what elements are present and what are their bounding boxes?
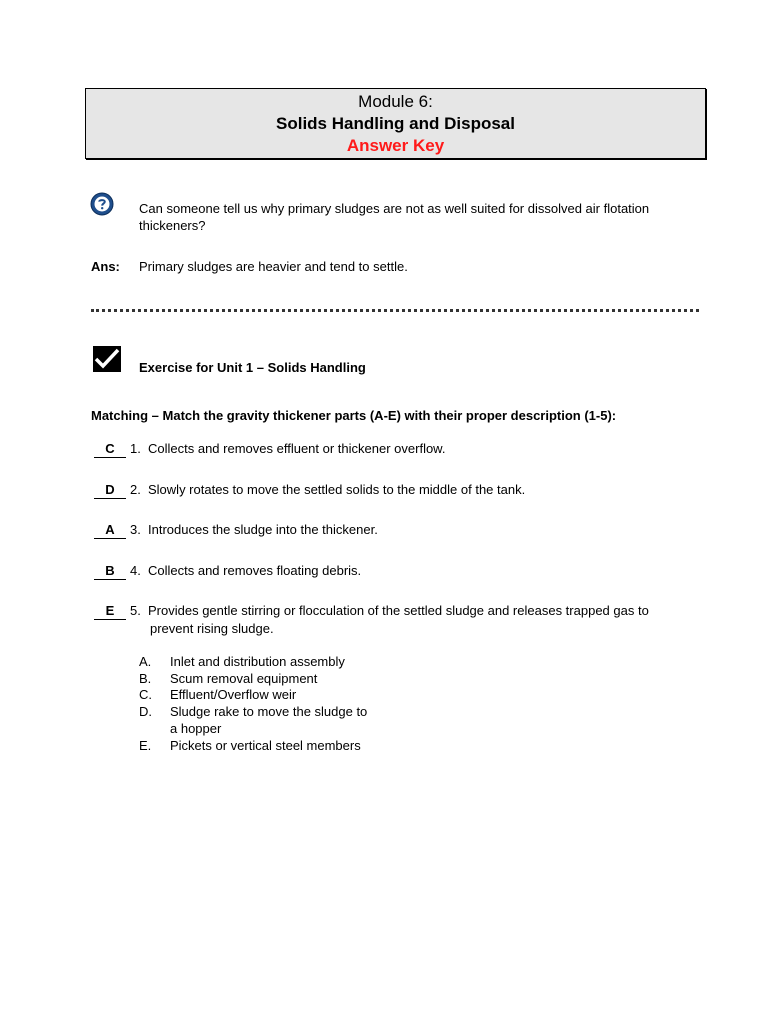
option-text: Pickets or vertical steel members: [170, 738, 361, 753]
module-header: [85, 88, 706, 159]
item-description: Slowly rotates to move the settled solids to the middle of the tank.: [148, 482, 526, 497]
option-text: Inlet and distribution assembly: [170, 654, 345, 669]
answer-text: Primary sludges are heavier and tend to settle.: [139, 259, 408, 274]
item-number: 2.: [130, 482, 141, 497]
item-description: Provides gentle stirring or flocculation of the settled sludge and releases trapped gas to: [148, 603, 649, 618]
answer-blank: B: [94, 563, 126, 580]
dotted-divider: [91, 309, 699, 312]
answer-blank: C: [94, 441, 126, 458]
option-letter: D.: [139, 704, 152, 719]
option-letter: B.: [139, 671, 152, 686]
option-text: Sludge rake to move the sludge to: [170, 704, 368, 719]
answer-blank: D: [94, 482, 126, 499]
option-letter: C.: [139, 687, 152, 702]
item-number: 4.: [130, 563, 141, 578]
answer-blank: A: [94, 522, 126, 539]
option-text: Scum removal equipment: [170, 671, 318, 686]
answer-blank: E: [94, 603, 126, 620]
item-description-cont: prevent rising sludge.: [150, 621, 274, 636]
item-description: Introduces the sludge into the thickener.: [148, 522, 378, 537]
module-title: Solids Handling and Disposal: [276, 114, 515, 133]
question-line-1: Can someone tell us why primary sludges are not as well suited for dissolved air flotation: [139, 201, 650, 216]
exercise-title: Exercise for Unit 1 – Solids Handling: [139, 360, 366, 375]
option-letter: E.: [139, 738, 152, 753]
answer-key-label: Answer Key: [346, 136, 445, 155]
question-circle-icon: [90, 192, 114, 216]
question-line-2: thickeners?: [139, 218, 206, 233]
item-number: 1.: [130, 441, 141, 456]
answer-label: Ans:: [91, 259, 120, 274]
item-number: 3.: [130, 522, 141, 537]
item-description: Collects and removes floating debris.: [148, 563, 362, 578]
matching-instructions: Matching – Match the gravity thickener parts (A-E) with their proper description (1-5):: [91, 408, 617, 423]
option-text: Effluent/Overflow weir: [170, 687, 297, 702]
checkmark-icon: [93, 346, 121, 372]
module-number: Module 6:: [358, 92, 433, 111]
option-text-cont: a hopper: [170, 721, 222, 736]
item-number: 5.: [130, 603, 141, 618]
item-description: Collects and removes effluent or thickener overflow.: [148, 441, 446, 456]
option-letter: A.: [139, 654, 152, 669]
